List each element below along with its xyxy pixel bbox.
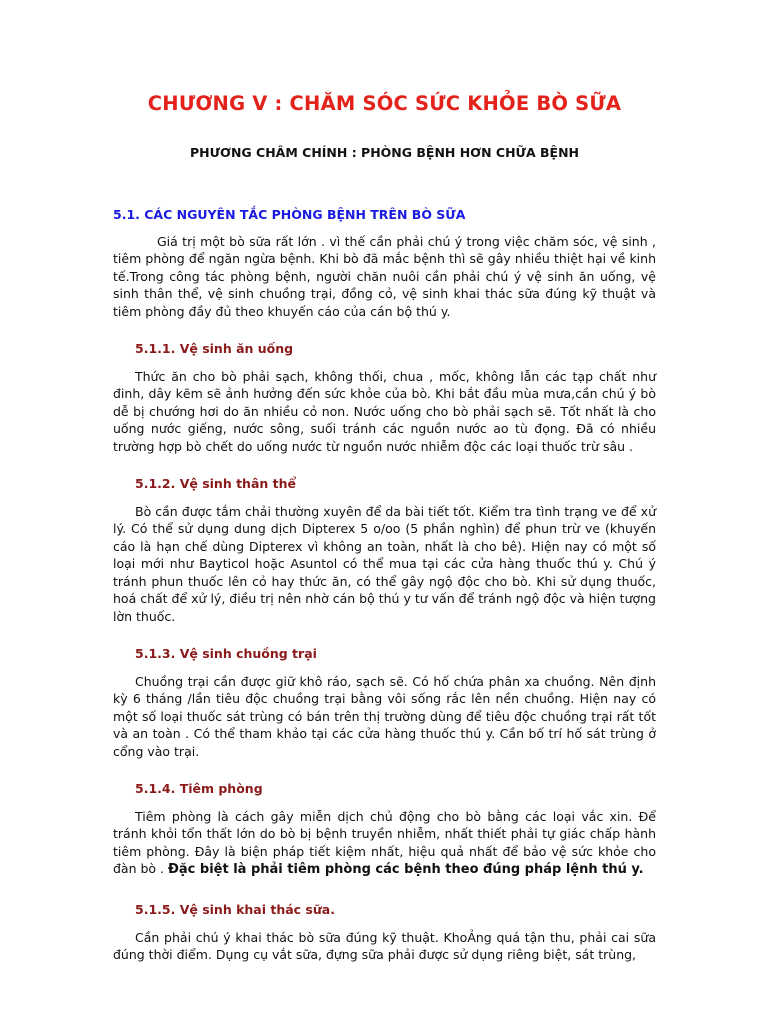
chapter-title: CHƯƠNG V : CHĂM SÓC SỨC KHỎE BÒ SỮA — [147, 92, 622, 115]
section-title: 5.1. CÁC NGUYÊN TẮC PHÒNG BỆNH TRÊN BÒ SỮA — [113, 207, 466, 222]
subsection-title-2: 5.1.2. Vệ sinh thân thể — [135, 476, 296, 492]
subsection-title-1: 5.1.1. Vệ sinh ăn uống — [135, 341, 294, 357]
document-page — [113, 88, 656, 963]
subsection-text-1: Thức ăn cho bò phải sạch, không thối, chua , mốc, không lẫn các tạp chất như đinh, dây kẽm sẽ ảnh hưởng đến sức khỏe của bò. Khi bắt đầu mùa mưa,cần chú ý bò dễ bị chướng hơi do ăn nhiều cỏ non. Nước uống cho bò phải sạch sẽ. Tốt nhất là cho uống nước giếng, nước sông, suối tránh các nguồn nước ao tù đọng. Đã có nhiều trường hợp bò chết do uống nước từ nguồn nước nhiễm độc các loại thuốc trừ sâu . — [113, 369, 656, 454]
subsection-text-4-emphasis: Đặc biệt là phải tiêm phòng các bệnh theo đúng pháp lệnh thú y. — [168, 862, 644, 878]
subsection-title-4: 5.1.4. Tiêm phòng — [135, 780, 263, 796]
subsection-text-2: Bò cần được tắm chải thường xuyên để da bài tiết tốt. Kiểm tra tình trạng ve để xử lý. Có thể sử dụng dung dịch Dipterex 5 o/oo (5 phần nghìn) để phun trừ ve (khuyến cáo là hạn chế dùng Dipterex vì không an toàn, nhất là cho bê). Hiện nay có một số loại mới như Bayticol hoặc Asuntol có thể mua tại các cửa hàng thuốc thú y. Chú ý tránh phun thuốc lên cỏ hay thức ăn, có thể gây ngộ độc cho bò. Khi sử dụng thuốc, hoá chất để xử lý, điều trị nên nhờ cán bộ thú y tư vấn để tránh ngộ độc và hiện tượng lờn thuốc. — [113, 504, 656, 624]
subsection-text-4-main: Tiêm phòng là cách gây miễn dịch chủ động cho bò bằng các loại vắc xin. Để tránh khỏi tổn thất lớn do bò bị bệnh truyền nhiễm, nhất thiết phải tự giác chấp hành tiêm phòng. Đây là biện pháp tiết kiệm nhất, hiệu quả nhất để bảo vệ sức khỏe cho đàn bò . — [113, 808, 656, 877]
subsection-title-3: 5.1.3. Vệ sinh chuồng trại — [135, 645, 317, 661]
subsection-title-5: 5.1.5. Vệ sinh khai thác sữa. — [135, 901, 335, 917]
subsection-text-4 — [113, 808, 656, 879]
section-intro: Giá trị một bò sữa rất lớn . vì thế cần phải chú ý trong việc chăm sóc, vệ sinh , tiêm phòng để ngăn ngừa bệnh. Khi bò đã mắc bệnh thì sẽ gây nhiều thiệt hại về kinh tế.Trong công tác phòng bệnh, người chăn nuôi cần phải chú ý vệ sinh ăn uống, vệ sinh thân thể, vệ sinh chuồng trại, đồng cỏ, vệ sinh khai thác sữa đúng kỹ thuật và tiêm phòng đầy đủ theo khuyến cáo của cán bộ thú y. — [113, 234, 656, 319]
chapter-motto: PHƯƠNG CHÂM CHÍNH : PHÒNG BỆNH HƠN CHỮA BỆNH — [189, 145, 580, 160]
subsection-text-5: Cần phải chú ý khai thác bò sữa đúng kỹ thuật. KhoẢng quá tận thu, phải cai sữa đúng thời điểm. Dụng cụ vắt sữa, đựng sữa phải được sử dụng riêng biệt, sát trùng, — [113, 929, 656, 962]
subsection-text-3: Chuồng trại cần được giữ khô ráo, sạch sẽ. Có hố chứa phân xa chuồng. Nên định kỳ 6 tháng /lần tiêu độc chuồng trại bằng vôi sống rắc lên nền chuồng. Hiện nay có một số loại thuốc sát trùng có bán trên thị trường dùng để tiêu độc chuồng trại rất tốt và an toàn . Có thể tham khảo tại các cửa hàng thuốc thú y. Cần bố trí hố sát trùng ở cổng vào trại. — [113, 673, 656, 759]
